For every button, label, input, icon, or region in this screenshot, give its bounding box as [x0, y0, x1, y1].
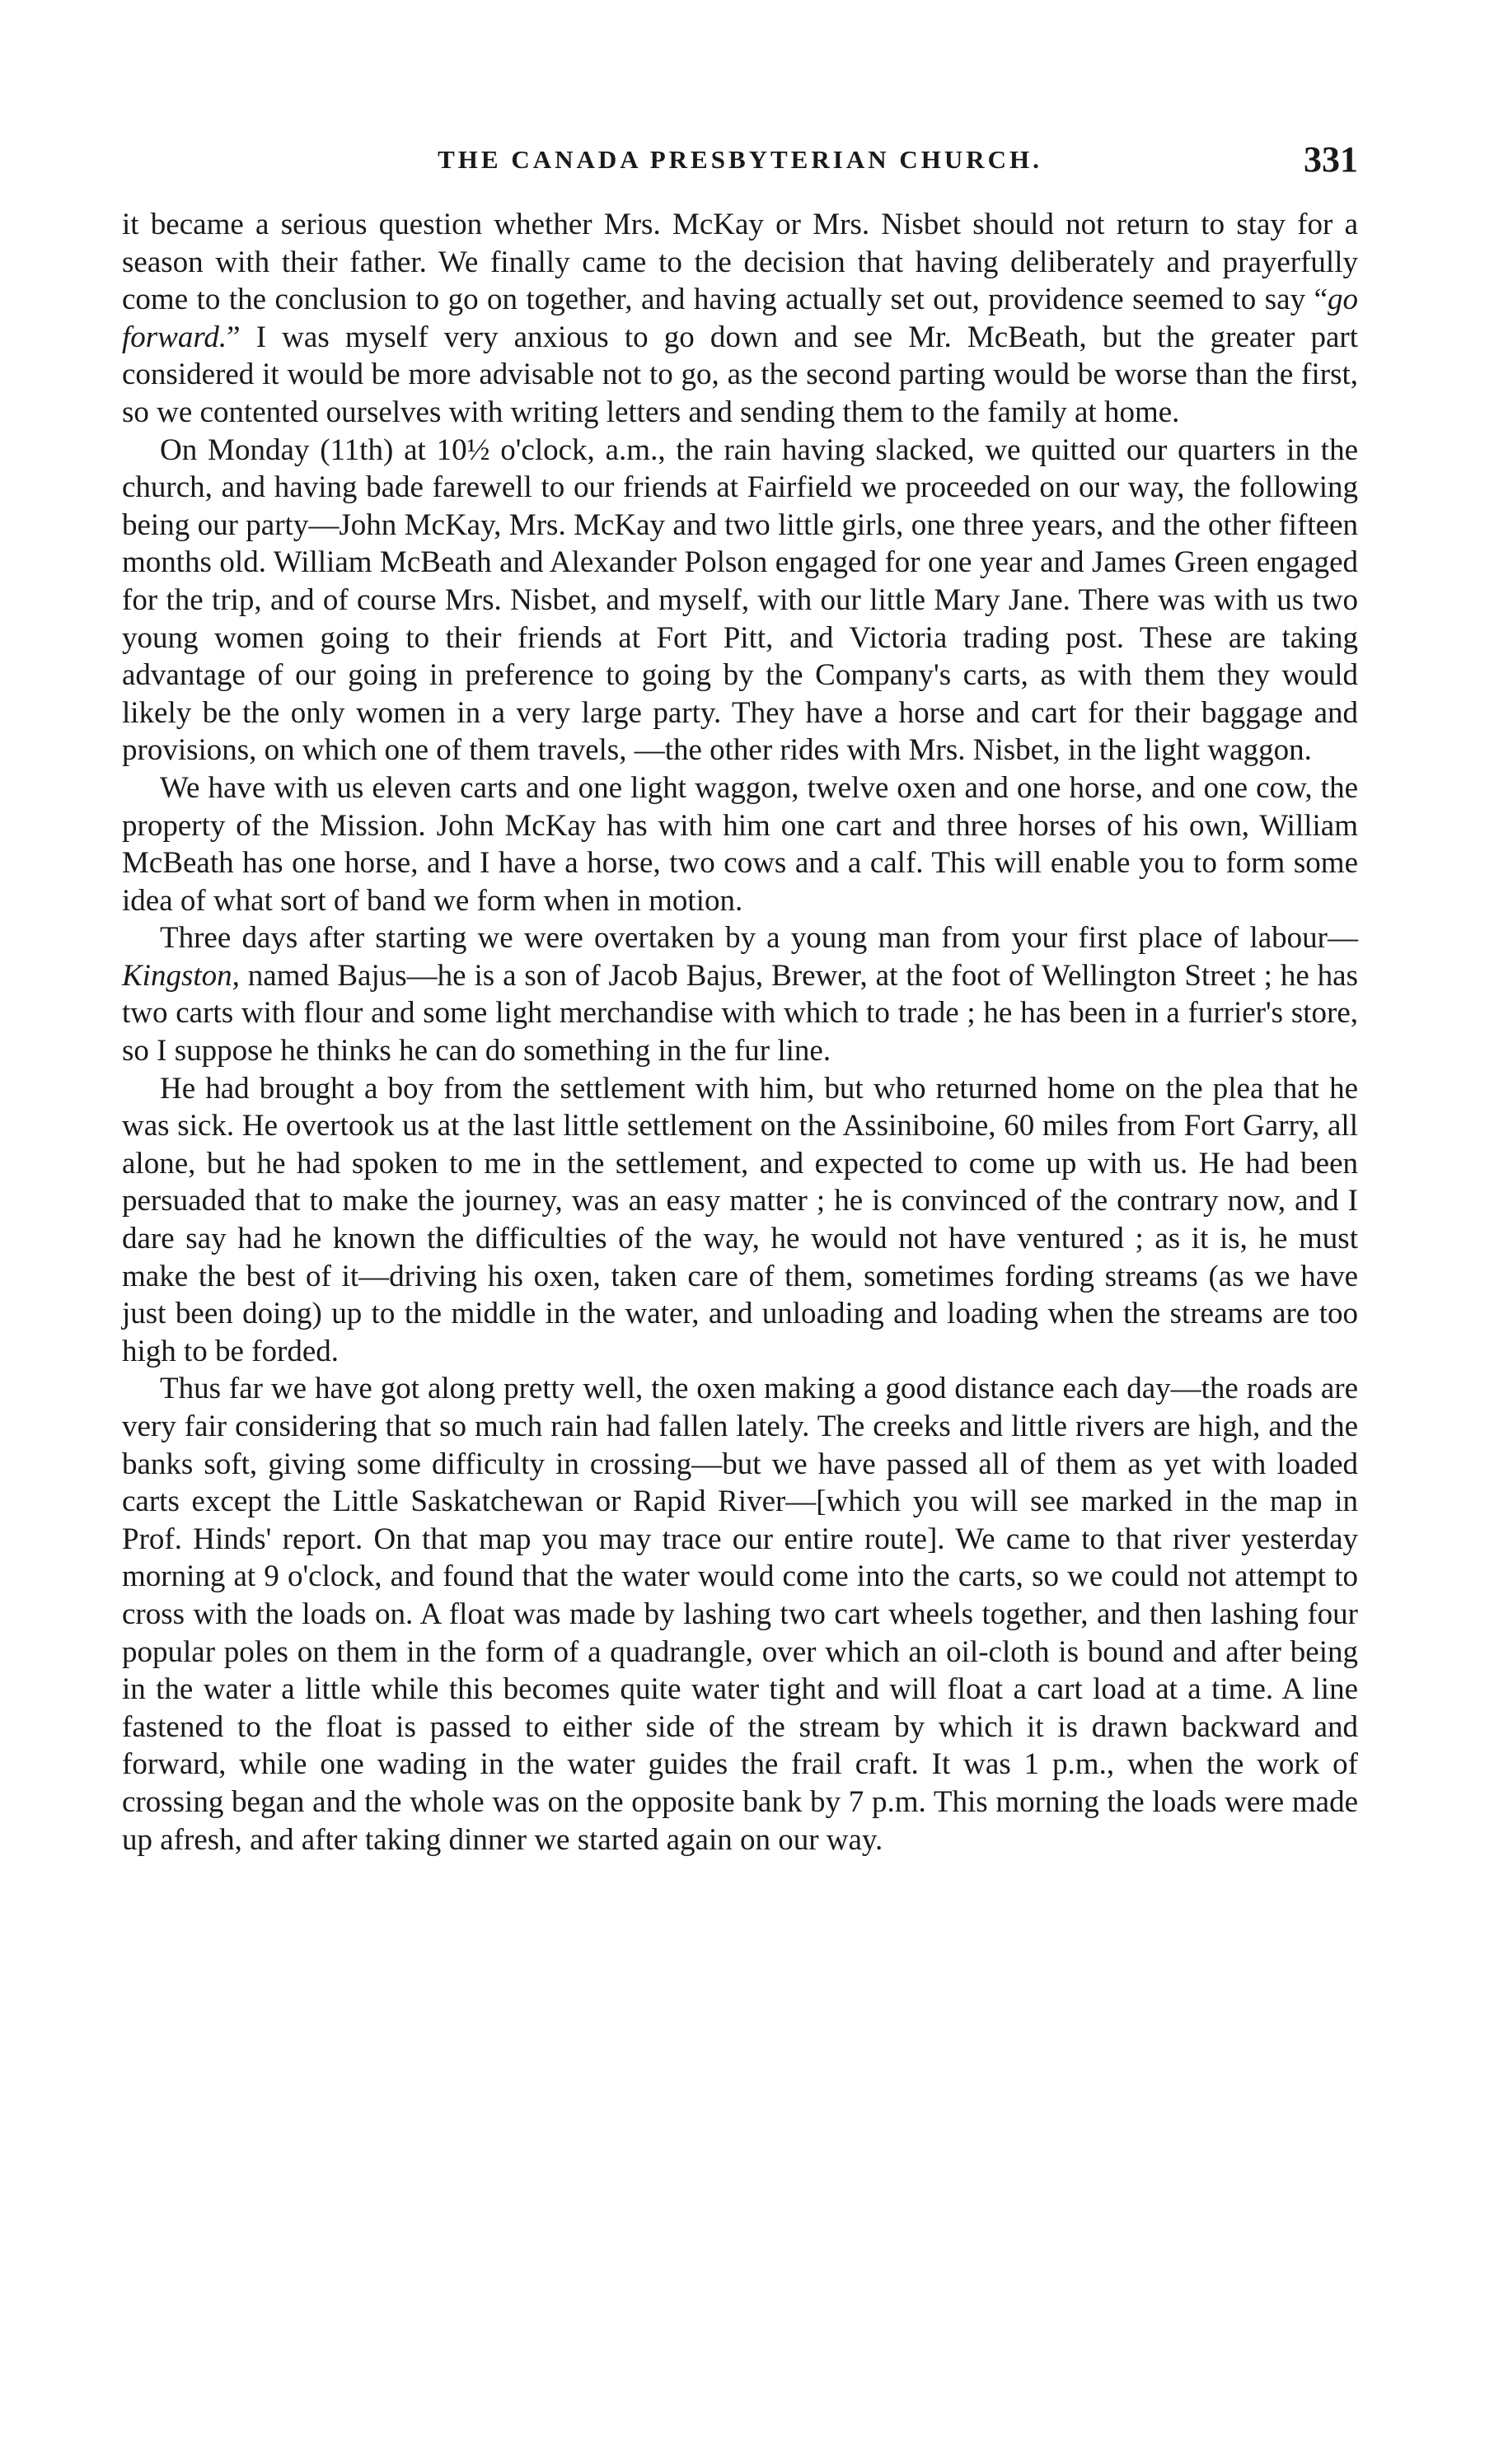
paragraph-1-text-end: ” I was myself very anxious to go down and see Mr. McBeath, but the greater part considered it would be more advisable not to go, as the second parting would be worse than the first, so we contented ourselves with writing letters and sending them to the family at home. [122, 320, 1358, 429]
paragraph-4 [122, 919, 1358, 1069]
paragraph-4-text-end: named Bajus—he is a son of Jacob Bajus, Brewer, at the foot of Wellington Street ; he has two carts with flour and some light merchandise with which to trade ; he has been in a furrier's store, so I suppose he thinks he can do something in the fur line. [122, 958, 1358, 1068]
body-text [122, 206, 1358, 1859]
paragraph-4-emphasis: Kingston, [122, 958, 240, 993]
paragraph-2 [122, 432, 1358, 769]
paragraph-6-text: Thus far we have got along pretty well, the oxen making a good distance each day—the roads are very fair considering that so much rain had fallen lately. The creeks and little rivers are high, and the banks soft, giving some difficulty in crossing—but we have passed all of them as yet with loaded carts except the Little Saskatchewan or Rapid River—[which you will see marked in the map in Prof. Hinds' report. On that map you may trace our entire route]. We came to that river yesterday morning at 9 o'clock, and found that the water would come into the carts, so we could not attempt to cross with the loads on. A float was made by lashing two cart wheels together, and then lashing four popular poles on them in the form of a quadrangle, over which an oil-cloth is bound and after being in the water a little while this becomes quite water tight and will float a cart load at a time. A line fastened to the float is passed to either side of the stream by which it is drawn backward and forward, while one wading in the water guides the frail craft. It was 1 p.m., when the work of crossing began and the whole was on the opposite bank by 7 p.m. This morning the loads were made up afresh, and after taking dinner we started again on our way. [122, 1372, 1358, 1857]
book-page [122, 138, 1358, 1859]
paragraph-1-text: it became a serious question whether Mrs. McKay or Mrs. Nisbet should not return to stay for a season with their father. We finally came to the decision that having deliberately and prayerfully come to the conclusion to go on together, and having actually set out, providence seemed to say “ [122, 208, 1358, 317]
running-head [122, 138, 1358, 188]
paragraph-1 [122, 206, 1358, 432]
paragraph-1-emphasis: go forward. [122, 283, 1358, 354]
page-number: 331 [1304, 139, 1358, 180]
paragraph-6 [122, 1370, 1358, 1859]
paragraph-5-text: He had brought a boy from the settlement with him, but who returned home on the plea that he was sick. He overtook us at the last little settlement on the Assiniboine, 60 miles from Fort Garry, all alone, but he had spoken to me in the settlement, and expected to come up with us. He had been persuaded that to make the journey, was an easy matter ; he is convinced of the contrary now, and I dare say had he known the difficulties of the way, he would not have ventured ; as it is, he must make the best of it—driving his oxen, taken care of them, sometimes fording streams (as we have just been doing) up to the middle in the water, and unloading and loading when the streams are too high to be forded. [122, 1071, 1358, 1368]
running-title: THE CANADA PRESBYTERIAN CHURCH. [438, 145, 1042, 174]
paragraph-2-text: On Monday (11th) at 10½ o'clock, a.m., the rain having slacked, we quitted our quarters in the church, and having bade farewell to our friends at Fairfield we proceeded on our way, the following being our party—John McKay, Mrs. McKay and two little girls, one three years, and the other fifteen months old. William McBeath and Alexander Polson engaged for one year and James Green engaged for the trip, and of course Mrs. Nisbet, and myself, with our little Mary Jane. There was with us two young women going to their friends at Fort Pitt, and Victoria trading post. These are taking advantage of our going in preference to going by the Company's carts, as with them they would likely be the only women in a very large party. They have a horse and cart for their baggage and provisions, on which one of them travels, —the other rides with Mrs. Nisbet, in the light waggon. [122, 432, 1358, 768]
paragraph-3-text: We have with us eleven carts and one light waggon, twelve oxen and one horse, and one cow, the property of the Mission. John McKay has with him one cart and three horses of his own, William McBeath has one horse, and I have a horse, two cows and a calf. This will enable you to form some idea of what sort of band we form when in motion. [122, 770, 1358, 918]
paragraph-4-text: Three days after starting we were overtaken by a young man from your first place of labour— [160, 921, 1358, 956]
paragraph-5 [122, 1070, 1358, 1371]
paragraph-3 [122, 769, 1358, 919]
